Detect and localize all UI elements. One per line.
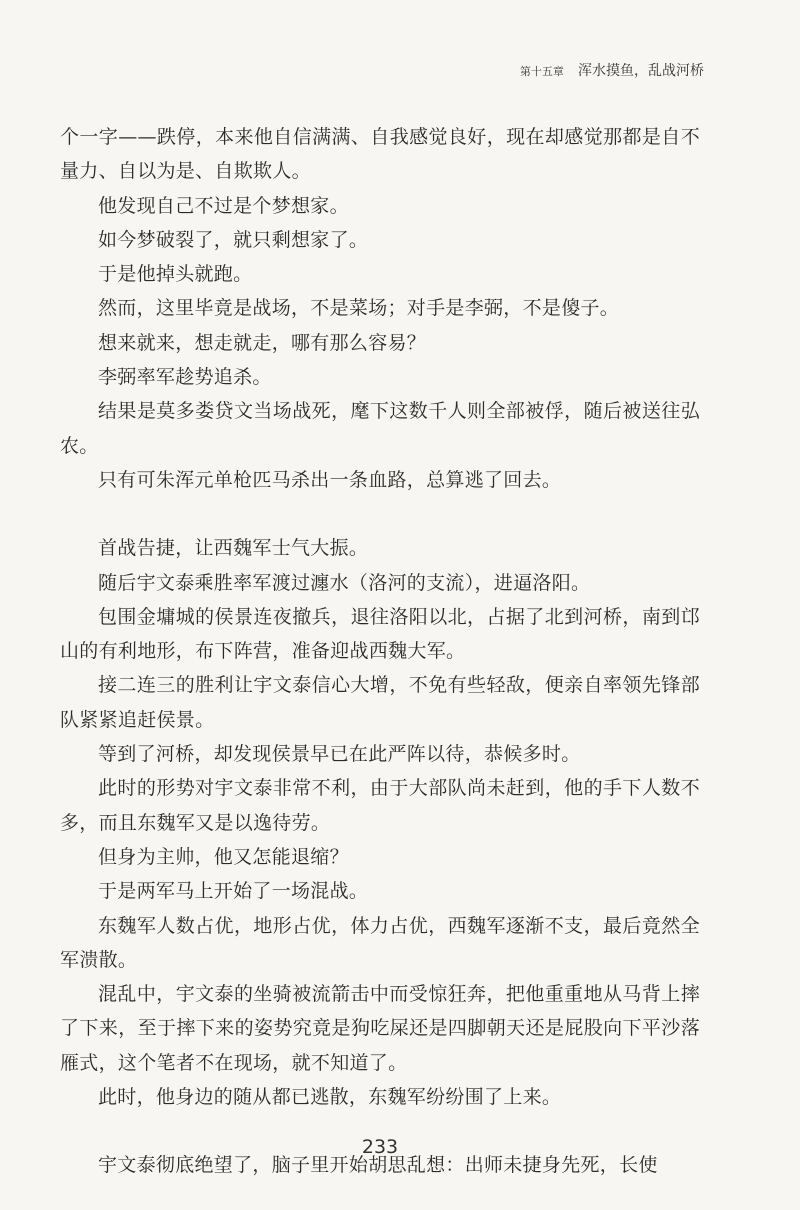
paragraph: 结果是莫多娄贷文当场战死，麾下这数千人则全部被俘，随后被送往弘农。	[60, 400, 700, 457]
paragraph: 包围金墉城的侯景连夜撤兵，退往洛阳以北，占据了北到河桥，南到邙山的有利地形，布下阵营，准备迎战西魏大军。	[60, 605, 700, 663]
paragraph: 于是两军马上开始了一场混战。	[98, 880, 369, 903]
chapter-number: 第十五章	[519, 65, 564, 78]
paragraph: 但身为主帅，他又怎能退缩？	[98, 845, 349, 868]
paragraph: 于是他掉头就跑。	[98, 263, 253, 286]
page-number: 233	[361, 1136, 399, 1158]
paragraph: 等到了河桥，却发现侯景早已在此严阵以待，恭候多时。	[98, 743, 581, 766]
paragraph: 随后宇文泰乘胜率军渡过瀍水（洛河的支流），进逼洛阳。	[98, 571, 591, 594]
page-body	[60, 120, 700, 1183]
section-break	[60, 497, 700, 531]
paragraph: 混乱中，宇文泰的坐骑被流箭击中而受惊狂奔，把他重重地从马背上摔了下来，至于摔下来的姿势究竟是狗吃屎还是四脚朝天还是屁股向下平沙落雁式，这个笔者不在现场，就不知道了。	[60, 983, 700, 1074]
paragraph: 宇文泰彻底绝望了，脑子里开始胡思乱想：出师未捷身先死，长使	[98, 1154, 658, 1177]
chapter-title: 浑水摸鱼，乱战河桥	[578, 63, 704, 79]
paragraph: 接二连三的胜利让宇文泰信心大增，不免有些轻敌，便亲自率领先锋部队紧紧追赶侯景。	[60, 674, 700, 731]
paragraph: 想来就来，想走就走，哪有那么容易？	[98, 331, 427, 354]
paragraph: 个一字——跌停，本来他自信满满、自我感觉良好，现在却感觉那都是自不量力、自以为是、自欺欺人。	[60, 126, 700, 183]
paragraph: 此时的形势对宇文泰非常不利，由于大部队尚未赶到，他的手下人数不多，而且东魏军又是以逸待劳。	[60, 777, 700, 834]
running-head	[520, 60, 704, 80]
paragraph: 只有可朱浑元单枪匹马杀出一条血路，总算逃了回去。	[98, 468, 562, 491]
paragraph: 首战告捷，让西魏军士气大振。	[98, 537, 369, 560]
paragraph: 李弼率军趁势追杀。	[98, 366, 272, 389]
paragraph: 东魏军人数占优，地形占优，体力占优，西魏军逐渐不支，最后竟然全军溃散。	[60, 914, 700, 971]
paragraph: 然而，这里毕竟是战场，不是菜场；对手是李弼，不是傻子。	[98, 297, 620, 320]
paragraph: 此时，他身边的随从都已逃散，东魏军纷纷围了上来。	[98, 1086, 562, 1109]
paragraph: 如今梦破裂了，就只剩想家了。	[98, 228, 369, 251]
paragraph: 他发现自己不过是个梦想家。	[98, 194, 349, 217]
